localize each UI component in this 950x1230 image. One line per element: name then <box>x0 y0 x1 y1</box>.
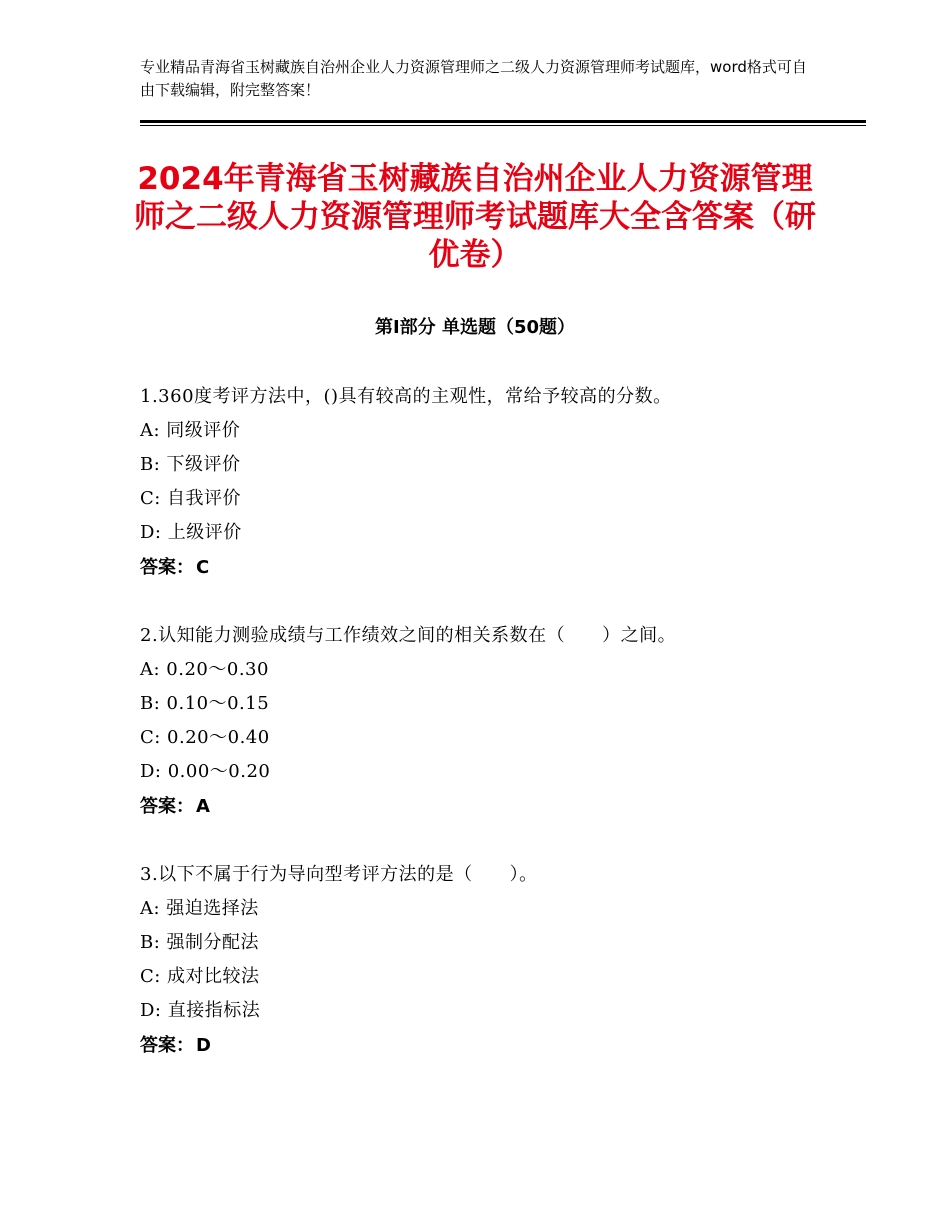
question-stem: 2.认知能力测验成绩与工作绩效之间的相关系数在（ ）之间。 <box>140 625 677 646</box>
option-d: D: 上级评价 <box>140 522 242 543</box>
option-a: A: 0.20～0.30 <box>140 659 269 680</box>
option-c: C: 自我评价 <box>140 488 242 509</box>
answer-value: D <box>196 1035 211 1056</box>
option-a: A: 强迫选择法 <box>140 898 259 919</box>
option-d: D: 0.00～0.20 <box>140 761 271 782</box>
question-3 <box>140 858 840 1064</box>
option-c: C: 成对比较法 <box>140 966 260 987</box>
answer-label: 答案： <box>140 557 194 578</box>
answer-value: C <box>196 557 210 578</box>
option-b: B: 强制分配法 <box>140 932 260 953</box>
answer-value: A <box>196 796 210 817</box>
answer-line <box>140 550 840 586</box>
header-rule-thick <box>140 120 866 123</box>
option-b: B: 0.10～0.15 <box>140 693 270 714</box>
option-b: B: 下级评价 <box>140 454 241 475</box>
question-stem: 3.以下不属于行为导向型考评方法的是（ ）。 <box>140 864 538 885</box>
option-c: C: 0.20～0.40 <box>140 727 270 748</box>
option-d: D: 直接指标法 <box>140 1000 261 1021</box>
answer-label: 答案： <box>140 1035 194 1056</box>
section-heading: 第Ⅰ部分 单选题（50题） <box>374 317 575 338</box>
answer-label: 答案： <box>140 796 194 817</box>
header-note: 专业精品青海省玉树藏族自治州企业人力资源管理师之二级人力资源管理师考试题库，word格式可自由下载编辑，附完整答案！ <box>140 58 807 99</box>
header-rule-thin <box>140 125 866 126</box>
question-1 <box>140 380 840 586</box>
answer-line <box>140 1028 840 1064</box>
answer-line <box>140 789 840 825</box>
document-title: 2024年青海省玉树藏族自治州企业人力资源管理师之二级人力资源管理师考试题库大全含答案（研优卷） <box>134 161 816 273</box>
option-a: A: 同级评价 <box>140 420 241 441</box>
question-stem: 1.360度考评方法中，()具有较高的主观性，常给予较高的分数。 <box>140 386 672 407</box>
question-2 <box>140 619 840 825</box>
